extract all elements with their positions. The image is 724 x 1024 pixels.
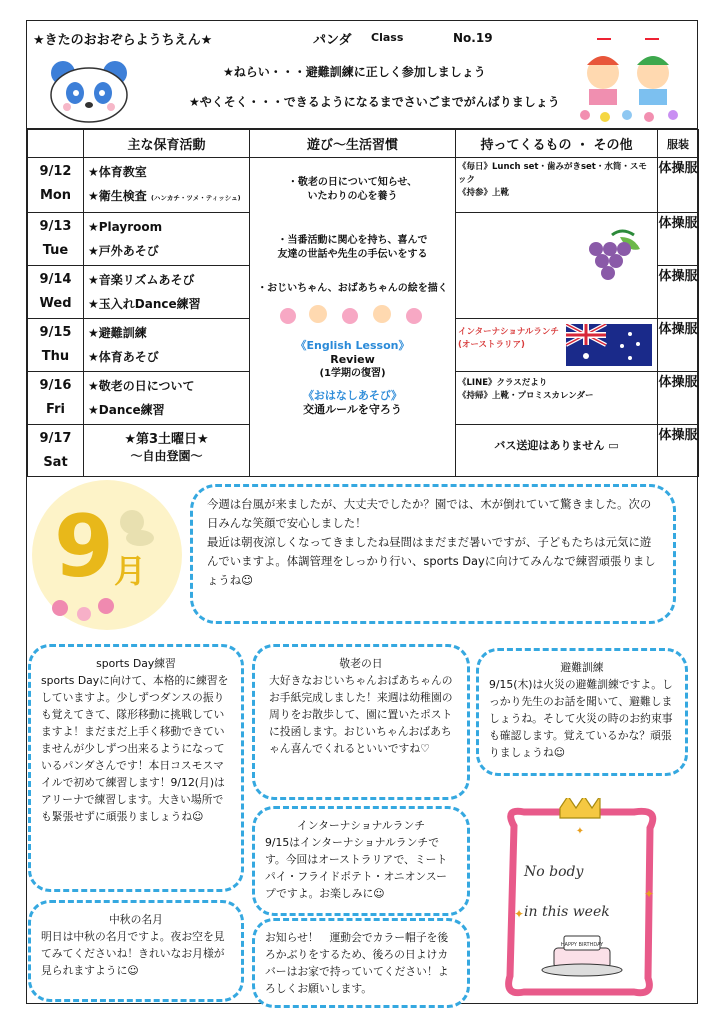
svg-text:✦: ✦ xyxy=(575,826,585,837)
day-weekday: Thu xyxy=(41,349,70,364)
activity-2: ★Dance練習 xyxy=(88,403,165,417)
activity-cell xyxy=(84,213,250,266)
activity-cell xyxy=(84,425,250,477)
birthday-line-2: in this week xyxy=(524,904,610,920)
keiro-body: 大好きなおじいちゃんおばあちゃんのお手紙完成しました！来週は幼稚園の周りをお散歩して、園に置いたポストに投函します。おじいちゃんおばあちゃん喜んでくれるといいですね♡ xyxy=(269,674,453,755)
keiro-box xyxy=(252,644,470,800)
habit-1b: いたわりの心を養う xyxy=(307,191,398,202)
activity-2: ～自由登園～ xyxy=(130,449,203,463)
activity-1: ★敬老の日について xyxy=(88,379,195,393)
birthday-frame xyxy=(484,798,676,1008)
activity-1: ★Playroom xyxy=(88,220,163,234)
header-uniform: 服装 xyxy=(658,130,699,158)
birthday-line-1: No body xyxy=(524,864,584,880)
header-corner xyxy=(28,130,84,158)
notice-box xyxy=(252,918,470,1008)
weekly-schedule-table xyxy=(27,129,699,477)
evacuation-body: 9/15(木)は火災の避難訓練ですよ。しっかり先生のお話を聞いて、避難しましょうね。そして火災の時のお約束事も確認します。覚えているかな？頑張りましょうね☺ xyxy=(489,678,673,759)
activity-cell xyxy=(84,266,250,319)
habit-2b: 友達の世話や先生の手伝いをする xyxy=(277,249,428,260)
flowers-kids-icon xyxy=(278,302,428,330)
activity-2: ★玉入れDance練習 xyxy=(88,297,201,311)
habit-3: ・おじいちゃん、おばあちゃんの絵を描く xyxy=(257,283,448,294)
main-message: 今週は台風が来ましたが、大丈夫でしたか？園では、木が倒れていて驚きました。次の日みんな笑顔で安心しました！ 最近は朝夜涼しくなってきましたね昼間はまだまだ暑いですが、子どもたちは元気に遊んでいますよ。体調管理をしっかり行い、sports Dayに向けてみんなで練習頑張りましょうね☺ xyxy=(190,484,676,624)
habits-cell xyxy=(250,158,456,477)
day-date: 9/14 xyxy=(39,272,72,287)
belongings-cell: 《毎日》Lunch set・歯みがきset・水筒・スモック 《持参》上靴 xyxy=(456,158,658,213)
header-habits: 遊び～生活習慣 xyxy=(250,130,456,158)
lunch-title: インターナショナルランチ xyxy=(296,819,426,832)
day-cell xyxy=(28,425,84,477)
harvest-moon-title: 中秋の名月 xyxy=(109,913,163,926)
sports-day-title: sports Day練習 xyxy=(96,657,176,670)
activity-cell xyxy=(84,372,250,425)
children-flowers-illustration xyxy=(575,35,693,123)
activity-2: ★体育あそび xyxy=(88,350,159,364)
activity-note: (ハンカチ・ツメ・ティッシュ) xyxy=(150,194,241,202)
aim-text: ★ねらい・・・避難訓練に正しく参加しましょう xyxy=(223,65,486,79)
day-date: 9/12 xyxy=(39,164,72,179)
activity-1: ★音楽リズムあそび xyxy=(88,273,195,287)
keiro-title: 敬老の日 xyxy=(339,657,383,670)
english-review: Review xyxy=(330,353,375,366)
story-play-text: 交通ルールを守ろう xyxy=(303,403,402,416)
day-date: 9/16 xyxy=(39,378,72,393)
notice-body: お知らせ！ 運動会でカラー帽子を後ろかぶりをするため、後ろの日よけカバーはお家で持っていてください！よろしくお願いします。 xyxy=(265,931,449,995)
grapes-icon xyxy=(576,225,646,295)
story-play-title: 《おはなしあそび》 xyxy=(302,389,403,402)
belongings-cell: 《LINE》クラスだより 《持帰》上靴・プロミスカレンダー xyxy=(456,372,658,425)
uniform-cell: 体操服 xyxy=(658,372,699,425)
harvest-moon-box xyxy=(28,900,244,1002)
day-cell xyxy=(28,372,84,425)
day-weekday: Mon xyxy=(39,188,72,203)
activity-1: ★体育教室 xyxy=(88,165,147,179)
international-lunch-note: インターナショナルランチ (オーストラリア) xyxy=(458,327,559,350)
belongings-cell xyxy=(456,425,658,477)
activity-cell xyxy=(84,319,250,372)
svg-text:✦: ✦ xyxy=(514,907,525,921)
evacuation-title: 避難訓練 xyxy=(560,661,604,674)
uniform-cell: 体操服 xyxy=(658,319,699,372)
activity-1: ★避難訓練 xyxy=(88,326,147,340)
header xyxy=(27,21,697,129)
activity-2: ★衛生検査 xyxy=(88,189,147,203)
school-name: ★きたのおおぞらようちえん★ xyxy=(33,33,213,48)
english-subtitle: (1学期の復習) xyxy=(319,368,386,379)
header-belongings: 持ってくるもの ・ その他 xyxy=(456,130,658,158)
cake-text: HAPPY BIRTHDAY xyxy=(560,942,604,948)
sports-day-body: sports Dayに向けて、本格的に練習をしていますよ。少しずつダンスの振りも覚えてきて、隊形移動に挑戦していますよ！まだまだ上手く移動できていませんが少しずつ出来るようになっているパンダさんです！本日コスモスマイルで初めて練習します！9/12(月)はアリーナで練習します。大きい場所でも緊張せずに頑張りましょうね☺ xyxy=(41,674,229,823)
svg-text:✦: ✦ xyxy=(644,887,655,901)
belongings-cell xyxy=(456,319,658,372)
activity-2: ★戸外あそび xyxy=(88,244,159,258)
class-label: Class xyxy=(371,31,404,44)
bus-icon: ▭ xyxy=(608,439,619,452)
english-lesson-title: 《English Lesson》 xyxy=(295,339,410,352)
australia-flag-icon xyxy=(566,324,652,366)
day-date: 9/17 xyxy=(39,431,72,446)
panda-illustration xyxy=(45,57,135,123)
day-cell xyxy=(28,319,84,372)
day-cell xyxy=(28,158,84,213)
day-weekday: Tue xyxy=(42,243,69,258)
promise-text: ★やくそく・・・できるようになるまでさいごまでがんばりましょう xyxy=(189,95,560,109)
day-cell xyxy=(28,213,84,266)
day-weekday: Sat xyxy=(43,455,68,470)
evacuation-box xyxy=(476,648,688,776)
day-date: 9/15 xyxy=(39,325,72,340)
no-bus-note: バス送迎はありません xyxy=(494,439,605,452)
habit-2a: ・当番活動に関心を持ち、喜んで xyxy=(277,235,428,246)
uniform-cell: 体操服 xyxy=(658,213,699,266)
header-activities: 主な保育活動 xyxy=(84,130,250,158)
uniform-cell: 体操服 xyxy=(658,266,699,319)
uniform-cell: 体操服 xyxy=(658,158,699,213)
september-badge xyxy=(40,490,190,630)
activity-cell xyxy=(84,158,250,213)
day-date: 9/13 xyxy=(39,219,72,234)
class-name: パンダ xyxy=(313,33,352,48)
harvest-moon-body: 明日は中秋の名月ですよ。夜お空を見てみてくださいね！きれいなお月様が見られますように☺ xyxy=(41,930,225,977)
lunch-body: 9/15はインターナショナルランチです。今回はオーストラリアで、ミートパイ・フライドポテト・オニオンスープですよ。お楽しみに☺ xyxy=(265,836,448,900)
activity-1: ★第3土曜日★ xyxy=(124,432,209,447)
lunch-box xyxy=(252,806,470,916)
sports-day-box xyxy=(28,644,244,892)
habit-1a: ・敬老の日について知らせ、 xyxy=(287,177,418,188)
day-weekday: Fri xyxy=(46,402,65,417)
belongings-cell xyxy=(456,213,658,319)
uniform-cell: 体操服 xyxy=(658,425,699,477)
issue-number: No.19 xyxy=(453,31,493,45)
day-cell xyxy=(28,266,84,319)
month-unit: 月 xyxy=(114,552,147,590)
day-weekday: Wed xyxy=(39,296,72,311)
month-number: 9 xyxy=(54,497,114,597)
